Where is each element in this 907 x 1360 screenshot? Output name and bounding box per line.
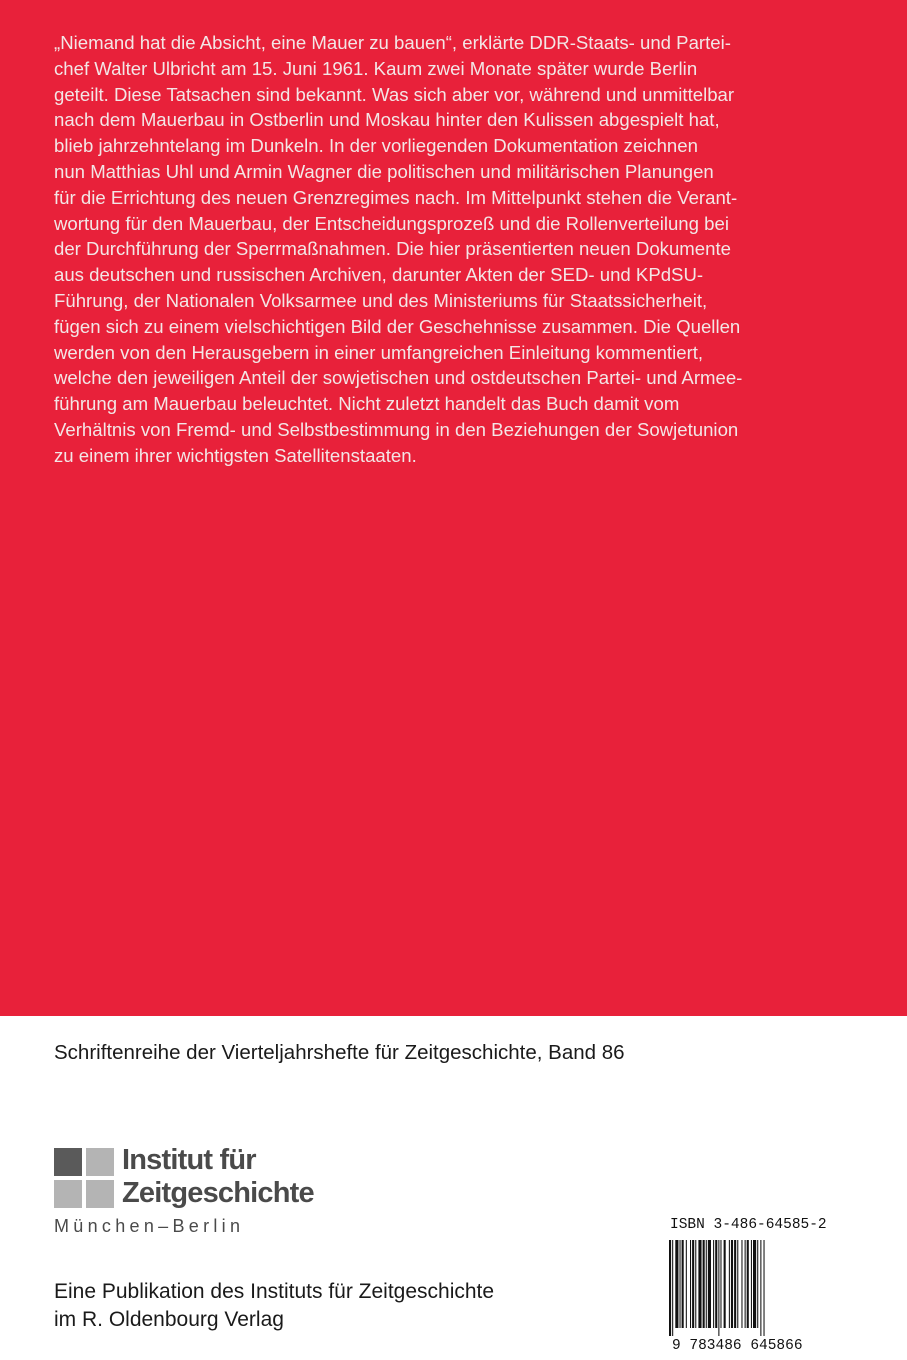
barcode-bar xyxy=(692,1240,694,1328)
barcode-bar xyxy=(682,1240,684,1328)
barcode-bar xyxy=(695,1240,696,1328)
barcode-bar xyxy=(703,1240,705,1328)
barcode-bar xyxy=(760,1240,761,1336)
barcode-bar xyxy=(669,1240,671,1336)
institute-logo xyxy=(54,1144,354,1244)
barcode-bar xyxy=(753,1240,756,1328)
barcode-bar xyxy=(737,1240,738,1328)
logo-name-line2: Zeitgeschichte xyxy=(122,1177,314,1209)
barcode-bar xyxy=(720,1240,721,1328)
barcode-bar xyxy=(745,1240,746,1328)
ean-number: 9 783486 645866 xyxy=(672,1338,803,1354)
blurb-text: „Niemand hat die Absicht, eine Mauer zu bauen“, erklärte DDR-Staats- und Partei- chef Walter Ulbricht am 15. Juni 1961. Kaum zwei Monate später wurde Berlin geteilt. Diese Tatsachen sind bekannt. Was sich aber vor, während und unmittelbar nach dem Mauerbau in Ostberlin und Moskau hinter den Kulissen abgespielt hat, blieb jahrzehntelang im Dunkeln. In der vorliegenden Dokumentation zeichnen nun Matthias Uhl und Armin Wagner die politischen und militärischen Planungen für die Errichtung des neuen Grenzregimes nach. Im Mittelpunkt stehen die Verant- wortung für den Mauerbau, der Entscheidungsprozeß und die Rollenverteilung bei der Durchführung der Sperrmaßnahmen. Die hier präsentierten neuen Dokumente aus deutschen und russischen Archiven, darunter Akten der SED- und KPdSU- Führung, der Nationalen Volksarmee und des Ministeriums für Staatssicherheit, fügen sich zu einem vielschichtigen Bild der Geschehnisse zusammen. Die Quellen werden von den Herausgebern in einer umfangreichen Einleitung kommentiert, welche den jeweiligen Anteil der sowjetischen und ostdeutschen Partei- und Armee- führung am Mauerbau beleuchtet. Nicht zuletzt handelt das Buch damit vom Verhältnis von Fremd- und Selbstbestimmung in den Beziehungen der Sowjetunion zu einem ihrer wichtigsten Satellitenstaaten. xyxy=(54,32,743,466)
publication-note: Eine Publikation des Instituts für Zeitgeschichte im R. Oldenbourg Verlag xyxy=(54,1280,495,1331)
barcode-bar xyxy=(741,1240,742,1328)
barcode-bar xyxy=(724,1240,726,1328)
barcode xyxy=(668,1240,813,1336)
barcode-bar xyxy=(708,1240,711,1328)
barcode-bar xyxy=(686,1240,687,1328)
isbn-label: ISBN 3-486-64585-2 xyxy=(670,1217,827,1233)
barcode-bar xyxy=(675,1240,678,1328)
barcode-bar xyxy=(729,1240,730,1328)
barcode-bar xyxy=(764,1240,765,1336)
barcode-bar xyxy=(715,1240,717,1328)
barcode-bar xyxy=(734,1240,736,1328)
barcode-bar xyxy=(747,1240,749,1328)
series-title: Schriftenreihe der Vierteljahrshefte für Zeitgeschichte, Band 86 xyxy=(54,1041,625,1064)
barcode-bar xyxy=(706,1240,707,1328)
barcode-bar xyxy=(713,1240,714,1328)
barcode-bar xyxy=(680,1240,681,1328)
barcode-bar xyxy=(751,1240,752,1328)
logo-square-light xyxy=(86,1180,114,1208)
barcode-bar xyxy=(757,1240,758,1328)
barcode-bar xyxy=(690,1240,691,1328)
logo-name-line1: Institut für xyxy=(122,1144,256,1176)
barcode-bar xyxy=(718,1240,719,1336)
logo-city: München–Berlin xyxy=(54,1216,245,1236)
barcode-bar xyxy=(698,1240,701,1328)
barcode-bar xyxy=(731,1240,733,1328)
logo-square-light xyxy=(54,1180,82,1208)
barcode-bar xyxy=(672,1240,673,1336)
logo-square-light xyxy=(86,1148,114,1176)
logo-square-dark xyxy=(54,1148,82,1176)
